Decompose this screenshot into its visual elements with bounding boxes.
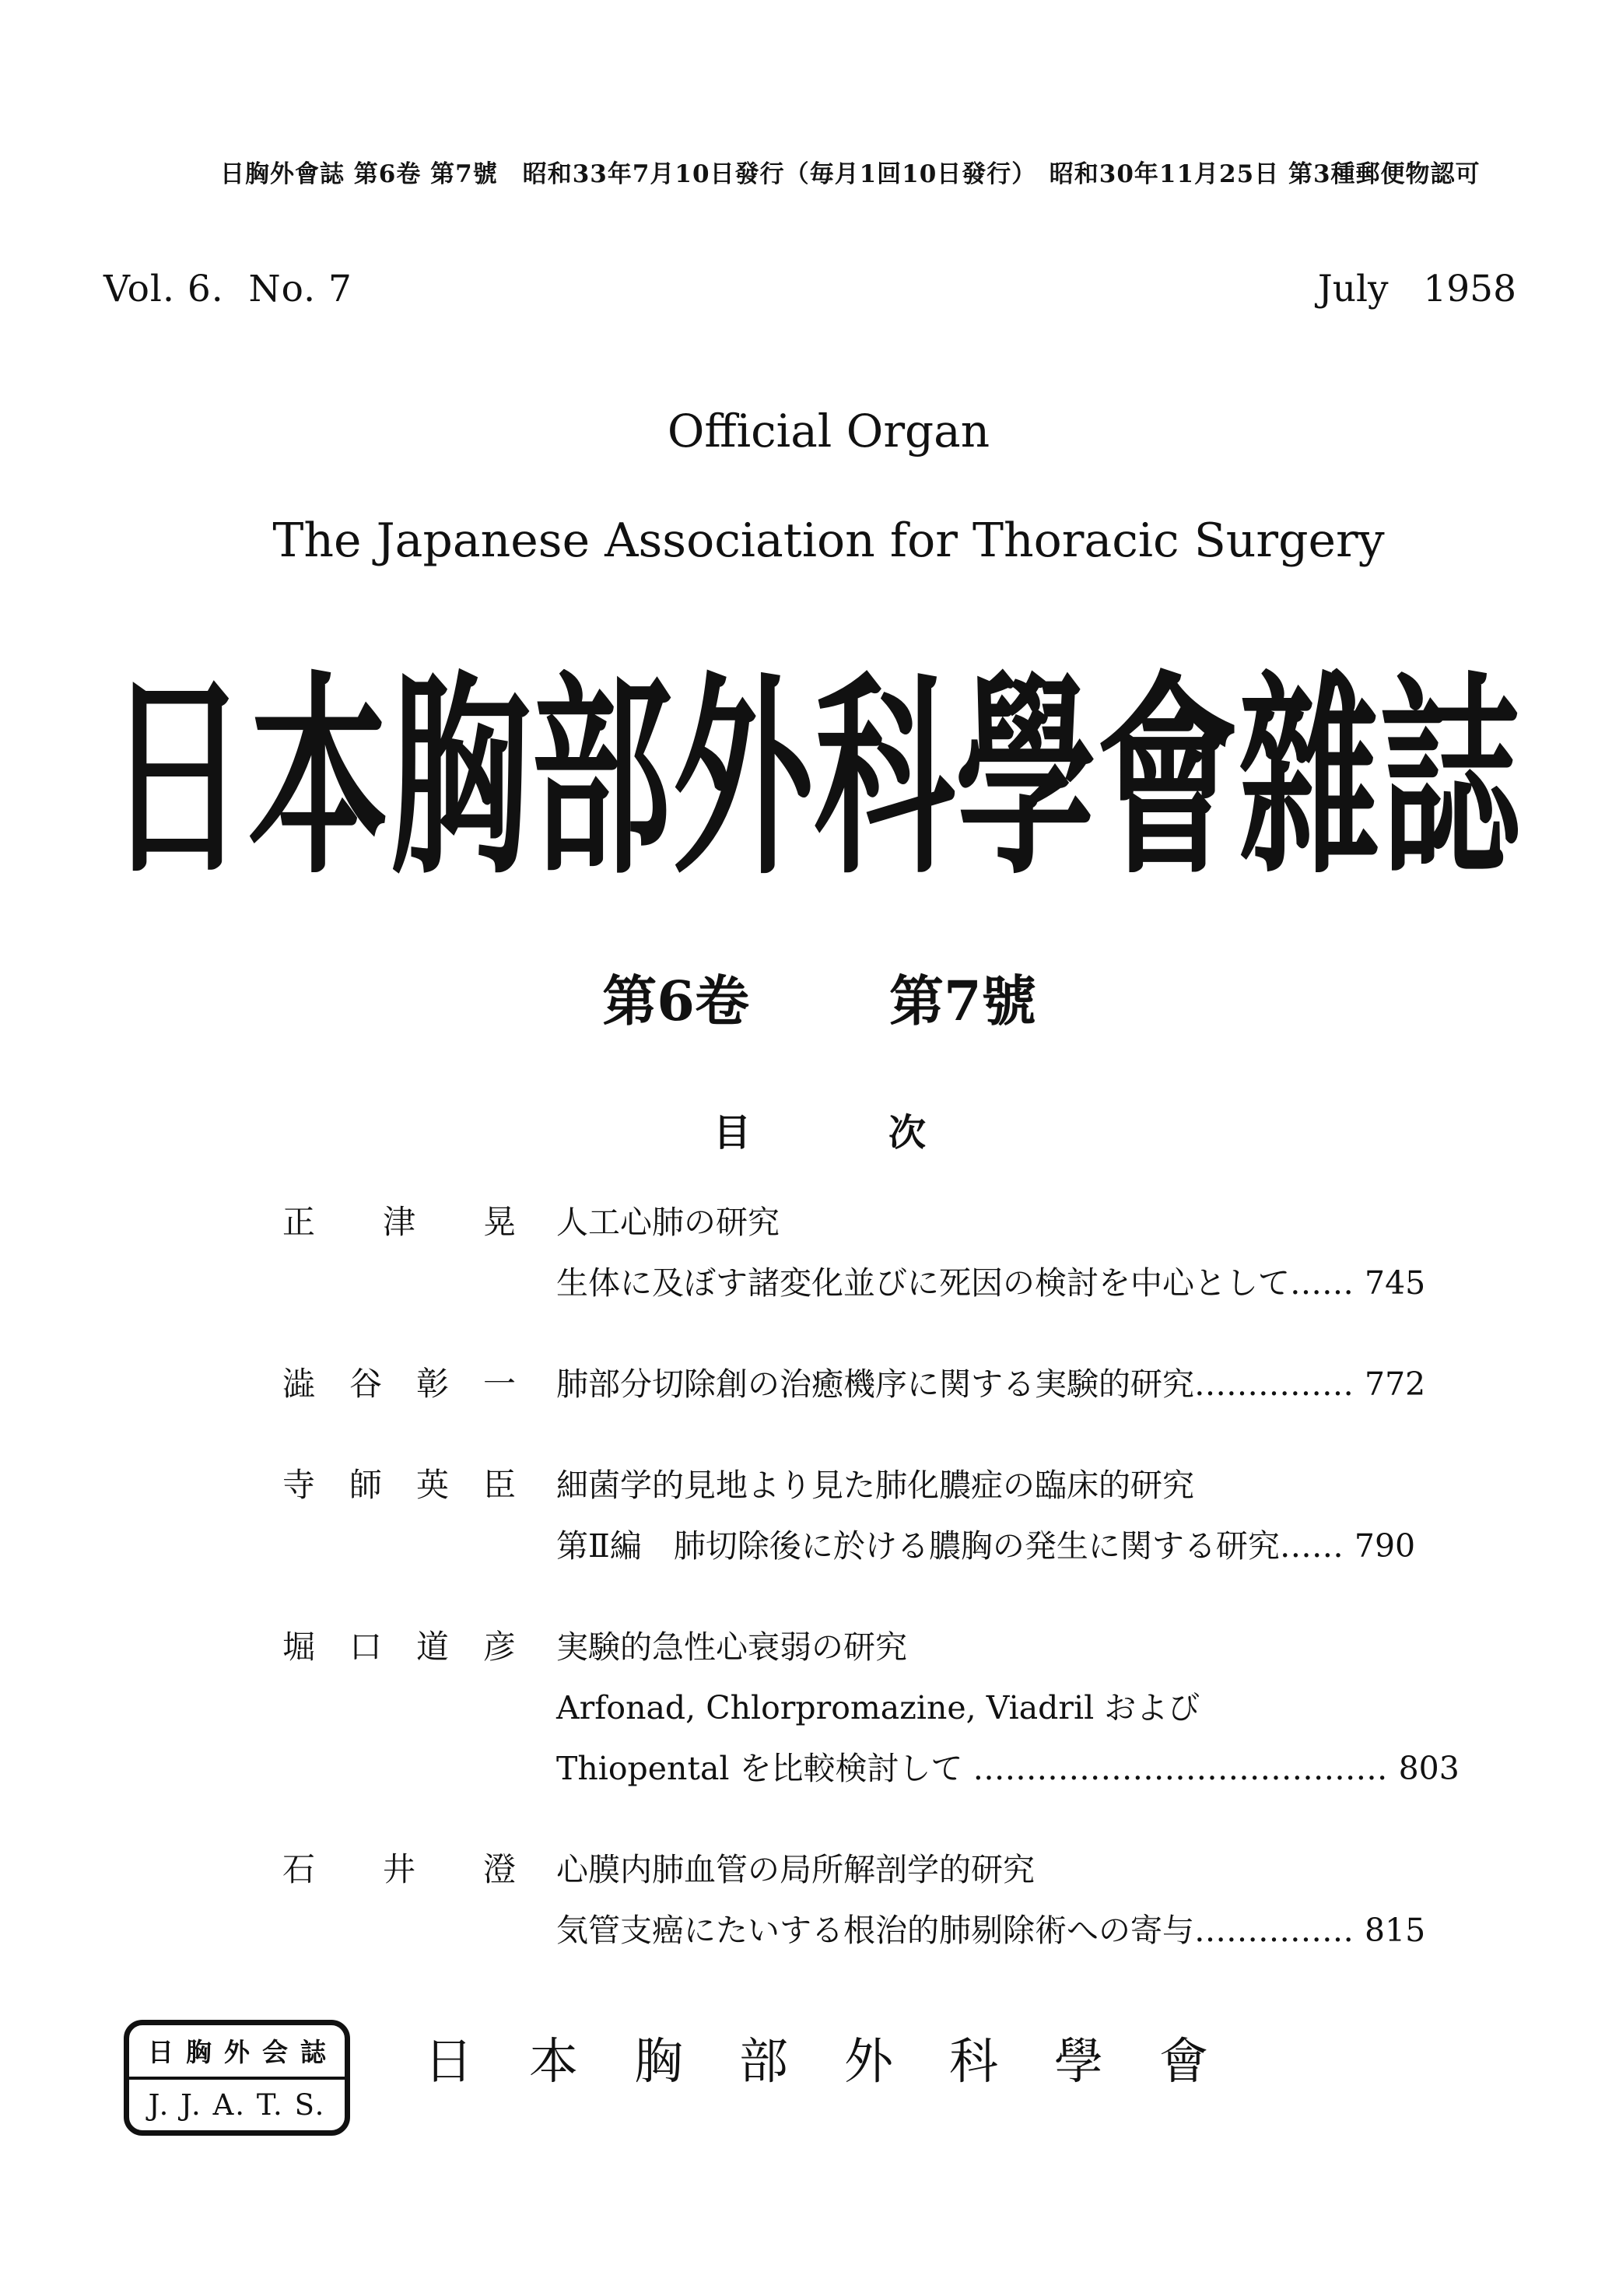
toc-line — [556, 1455, 1354, 1516]
toc-line-text: 細菌学的見地より見た肺化膿症の臨床的研究 — [556, 1467, 1194, 1504]
association-name-jp: 日 本 胸 部 外 科 學 會 — [424, 2033, 1208, 2090]
toc-author: 正 津 晃 — [282, 1203, 516, 1241]
publication-info-line: 日胸外會誌 第6卷 第7號 昭和33年7月10日發行（毎月1回10日發行） 昭和30年11月25日 第3種郵便物認可 — [220, 160, 1481, 188]
toc-line — [556, 1738, 1460, 1799]
toc-line — [556, 1354, 1426, 1414]
journal-abbreviation-en: J. J. A. T. S. — [148, 2087, 326, 2122]
toc-page-number: 815 — [1365, 1912, 1426, 1949]
toc-heading: 目 次 — [713, 1111, 926, 1155]
toc-entry — [282, 1455, 1416, 1576]
toc-line-text: 生体に及ぼす諸変化並びに死因の検討を中心として…… — [556, 1264, 1354, 1302]
toc-line-text: 実験的急性心衰弱の研究 — [556, 1628, 907, 1666]
toc-line — [556, 1900, 1426, 1961]
toc-title-lines — [556, 1839, 1426, 1961]
journal-abbreviation-jp: 日 胸 外 会 誌 — [148, 2037, 326, 2068]
toc-page-number: 745 — [1365, 1264, 1426, 1302]
toc-line — [556, 1617, 1354, 1677]
toc-author: 石 井 澄 — [282, 1850, 516, 1888]
volume-label-jp: 第6卷 — [602, 969, 749, 1033]
toc-line — [556, 1516, 1416, 1576]
toc-line-text: 気管支癌にたいする根治的肺剔除術への寄与…………… — [556, 1912, 1354, 1949]
toc-line-text: Thiopental を比較検討して ………………………………… — [556, 1750, 1388, 1787]
toc-line-text: 心膜内肺血管の局所解剖学的研究 — [556, 1851, 1035, 1888]
toc-page-number: 772 — [1365, 1365, 1426, 1403]
toc-title-lines — [556, 1455, 1416, 1576]
toc-title-lines — [556, 1354, 1426, 1414]
journal-abbreviation-box — [124, 2020, 350, 2136]
toc-author: 澁 谷 彰 一 — [282, 1365, 516, 1403]
toc-line — [556, 1677, 1354, 1738]
toc-line — [556, 1192, 1354, 1253]
toc-line — [556, 1253, 1426, 1313]
toc-line-text: 第Ⅱ編 肺切除後に於ける膿胸の発生に関する研究…… — [556, 1527, 1344, 1565]
toc-page-number: 790 — [1354, 1527, 1416, 1565]
toc-author: 寺 師 英 臣 — [282, 1466, 516, 1504]
journal-title-jp: 日 本 胸 部 外 科 學 會 雜 誌 — [107, 654, 1521, 903]
volume-issue-row — [20, 969, 1598, 1033]
toc-title-lines — [556, 1192, 1426, 1313]
official-organ-heading: Official Organ — [667, 405, 990, 457]
toc-line-text: Arfonad, Chlorpromazine, Viadril および — [556, 1689, 1200, 1726]
toc-line-text: 人工心肺の研究 — [556, 1204, 780, 1241]
toc-entry — [282, 1617, 1460, 1799]
toc-entry — [282, 1839, 1426, 1961]
toc-line-text: 肺部分切除創の治癒機序に関する実験的研究…………… — [556, 1365, 1354, 1403]
table-of-contents — [282, 1192, 1460, 2001]
toc-title-lines — [556, 1617, 1460, 1799]
association-name-en: The Japanese Association for Thoracic Surgery — [272, 514, 1385, 568]
toc-entry — [282, 1354, 1426, 1414]
toc-line — [556, 1839, 1354, 1900]
issue-label-jp: 第7號 — [889, 969, 1036, 1033]
toc-author: 堀 口 道 彦 — [282, 1628, 516, 1666]
volume-number-en: Vol. 6. No. 7 — [103, 268, 352, 310]
toc-page-number: 803 — [1398, 1750, 1460, 1787]
toc-entry — [282, 1192, 1426, 1313]
issue-date-en: July 1958 — [1317, 268, 1516, 310]
